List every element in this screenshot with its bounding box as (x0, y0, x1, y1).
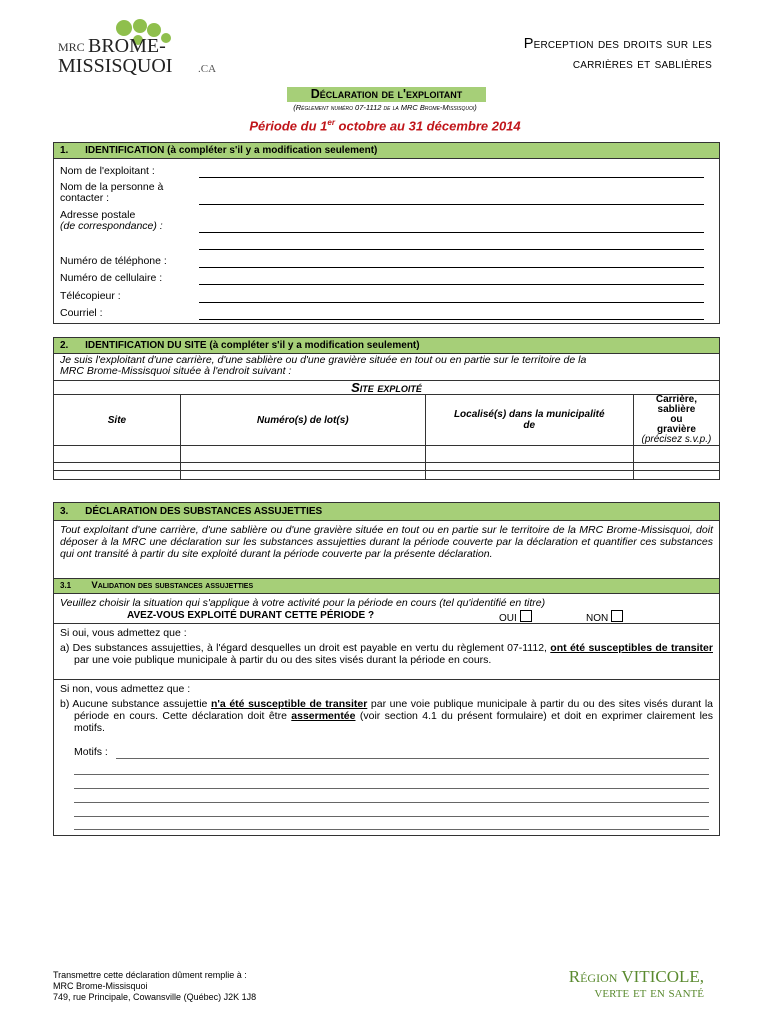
lots-cell[interactable] (180, 446, 425, 463)
site-cell[interactable] (54, 463, 181, 480)
region-slogan (569, 969, 704, 1001)
motifs-line[interactable] (74, 774, 709, 775)
field-cellulaire[interactable] (199, 284, 704, 285)
label-telephone: Numéro de téléphone : (60, 255, 167, 267)
field-exploitant[interactable] (199, 177, 704, 178)
label-exploitant: Nom de l'exploitant : (60, 165, 155, 177)
period-prefix: Période du 1 (249, 118, 328, 134)
label-courriel: Courriel : (60, 307, 103, 319)
section-2-header (54, 338, 719, 354)
region-line1: Région VITICOLE, (568, 967, 704, 986)
section-3 (53, 502, 720, 836)
section-2-title: IDENTIFICATION DU SITE (à compléter s'il y a modification seulement) (85, 340, 420, 351)
section-2-intro-1: Je suis l'exploitant d'une carrière, d'une sablière ou d'une gravière située en tout ou en partie sur le territoire de la (60, 354, 587, 366)
label-cellulaire: Numéro de cellulaire : (60, 272, 163, 284)
site-row (54, 463, 720, 480)
type-cell[interactable] (633, 446, 719, 463)
question-text: AVEZ-VOUS EXPLOITÉ DURANT CETTE PÉRIODE ? (127, 610, 375, 621)
section-3-intro: Tout exploitant d'une carrière, d'une sablière ou d'une gravière située en tout ou en partie sur le territoire de la MRC Brome-Missisquoi, doit déposer à la MRC une déclaration sur les substances assujetties durant la période couverte par la déclaration et quantifier ces substances qui ont transité à partir du site exploité durant la période couverte par la présente déclaration. (54, 521, 719, 579)
question-block (54, 594, 719, 624)
section-3-number: 3. (60, 506, 69, 517)
logo-mrc: MRC (58, 40, 85, 54)
header-title-line1: Perception des droits sur les (523, 36, 712, 52)
lots-cell[interactable] (180, 463, 425, 480)
col-type (633, 395, 719, 446)
section-3-1-number: 3.1 (60, 581, 72, 590)
site-exploite-title: Site exploité (54, 380, 719, 395)
col-municipalite: Localisé(s) dans la municipalité de (425, 395, 633, 446)
si-non-block (54, 680, 719, 734)
option-a-pre: a) Des substances assujetties, à l'égard desquelles un droit est payable en vertu du règlement 07-1112, (60, 642, 551, 654)
logo-ca: .CA (198, 63, 217, 75)
period-suffix: octobre au 31 décembre 2014 (334, 118, 521, 134)
option-b-text (60, 698, 713, 734)
option-b-pre: b) Aucune substance assujettie (60, 698, 211, 710)
oui-checkbox[interactable] (520, 610, 532, 622)
label-adresse-2: (de correspondance) : (60, 220, 163, 232)
footer-line1: Transmettre cette déclaration dûment remplie à : (53, 970, 247, 980)
period-title (0, 118, 770, 133)
section-2-intro (60, 355, 586, 377)
footer-line3: 749, rue Principale, Cowansville (Québec) J2K 1J8 (53, 992, 257, 1002)
si-non-text: Si non, vous admettez que : (60, 683, 191, 695)
field-contact[interactable] (199, 204, 704, 205)
label-telecopieur: Télécopieur : (60, 290, 121, 302)
motifs-line[interactable] (116, 758, 709, 759)
motifs-label: Motifs : (74, 746, 108, 758)
label-contact-2: contacter : (60, 192, 110, 204)
non-option[interactable] (586, 610, 623, 624)
section-3-1-title: Validation des substances assujetties (91, 580, 254, 591)
label-contact (60, 182, 163, 204)
footer-address (53, 970, 256, 1003)
logo-brome: BROME- (88, 35, 166, 57)
option-a-bold: ont été susceptibles de transiter (550, 642, 713, 654)
option-b-mid: par une voie publique municipale à partir du ou des sites visés durant la période en cours. Cette déclaration doit être (74, 698, 713, 722)
field-telecopieur[interactable] (199, 302, 704, 303)
section-3-title: DÉCLARATION DES SUBSTANCES ASSUJETTIES (85, 506, 323, 517)
si-oui-text: Si oui, vous admettez que : (60, 627, 187, 639)
non-label: NON (586, 613, 609, 624)
col-lots: Numéro(s) de lot(s) (180, 395, 425, 446)
oui-label: OUI (499, 613, 517, 624)
motifs-line[interactable] (74, 788, 709, 789)
section-3-header (54, 503, 719, 521)
motifs-line[interactable] (74, 802, 709, 803)
field-adresse-2[interactable] (199, 249, 704, 250)
footer-line2: MRC Brome-Missisquoi (53, 981, 148, 991)
field-adresse-1[interactable] (199, 232, 704, 233)
municipalite-cell[interactable] (425, 446, 633, 463)
field-telephone[interactable] (199, 267, 704, 268)
si-oui-block (54, 624, 719, 680)
region-line2: verte et en santé (594, 985, 704, 1001)
site-table (53, 394, 720, 480)
option-a-text (60, 642, 713, 666)
period-sup: er (327, 118, 335, 127)
motifs-line[interactable] (74, 816, 709, 817)
section-3-1-header (54, 579, 719, 594)
logo (58, 18, 258, 80)
declaration-subtitle: (Règlement numéro 07-1112 de la MRC Brome-Missisquoi) (293, 103, 477, 112)
section-1-number: 1. (60, 145, 69, 156)
declaration-title: Déclaration de l'exploitant (287, 87, 486, 102)
option-b-bold: n'a été susceptible de transiter (210, 698, 368, 710)
site-row (54, 446, 720, 463)
motifs-line[interactable] (74, 829, 709, 830)
field-courriel[interactable] (199, 319, 704, 320)
site-table-header-row (54, 395, 720, 446)
header-title-line2: carrières et sablières (572, 56, 712, 72)
label-adresse (60, 210, 163, 232)
section-1 (53, 142, 720, 324)
option-b-post: (voir section 4.1 du présent formulaire) et doit en exprimer clairement les motifs. (74, 710, 713, 734)
oui-option[interactable] (499, 610, 532, 624)
type-cell[interactable] (633, 463, 719, 480)
label-contact-1: Nom de la personne à (60, 181, 164, 193)
label-adresse-1: Adresse postale (60, 209, 136, 221)
option-a-post: par une voie publique municipale à partir du ou des sites visés durant la période en cours. (74, 654, 492, 666)
non-checkbox[interactable] (611, 610, 623, 622)
municipalite-cell[interactable] (425, 463, 633, 480)
section-1-header (54, 143, 719, 159)
col-type-label: Carrière, sablière ou gravière (655, 394, 697, 435)
col-type-note: (précisez s.v.p.) (641, 434, 712, 445)
logo-missisquoi: MISSISQUOI (58, 55, 173, 77)
choose-text: Veuillez choisir la situation qui s'applique à votre activité pour la période en cours (tel qu'identifié en titre) (60, 597, 546, 609)
section-2-intro-2: MRC Brome-Missisquoi située à l'endroit suivant : (60, 365, 292, 377)
option-b-bold2: assermentée (291, 710, 356, 722)
section-1-title: IDENTIFICATION (à compléter s'il y a modification seulement) (85, 145, 378, 156)
header-title (524, 36, 712, 72)
col-site: Site (54, 395, 181, 446)
section-2-number: 2. (60, 340, 69, 351)
site-cell[interactable] (54, 446, 181, 463)
